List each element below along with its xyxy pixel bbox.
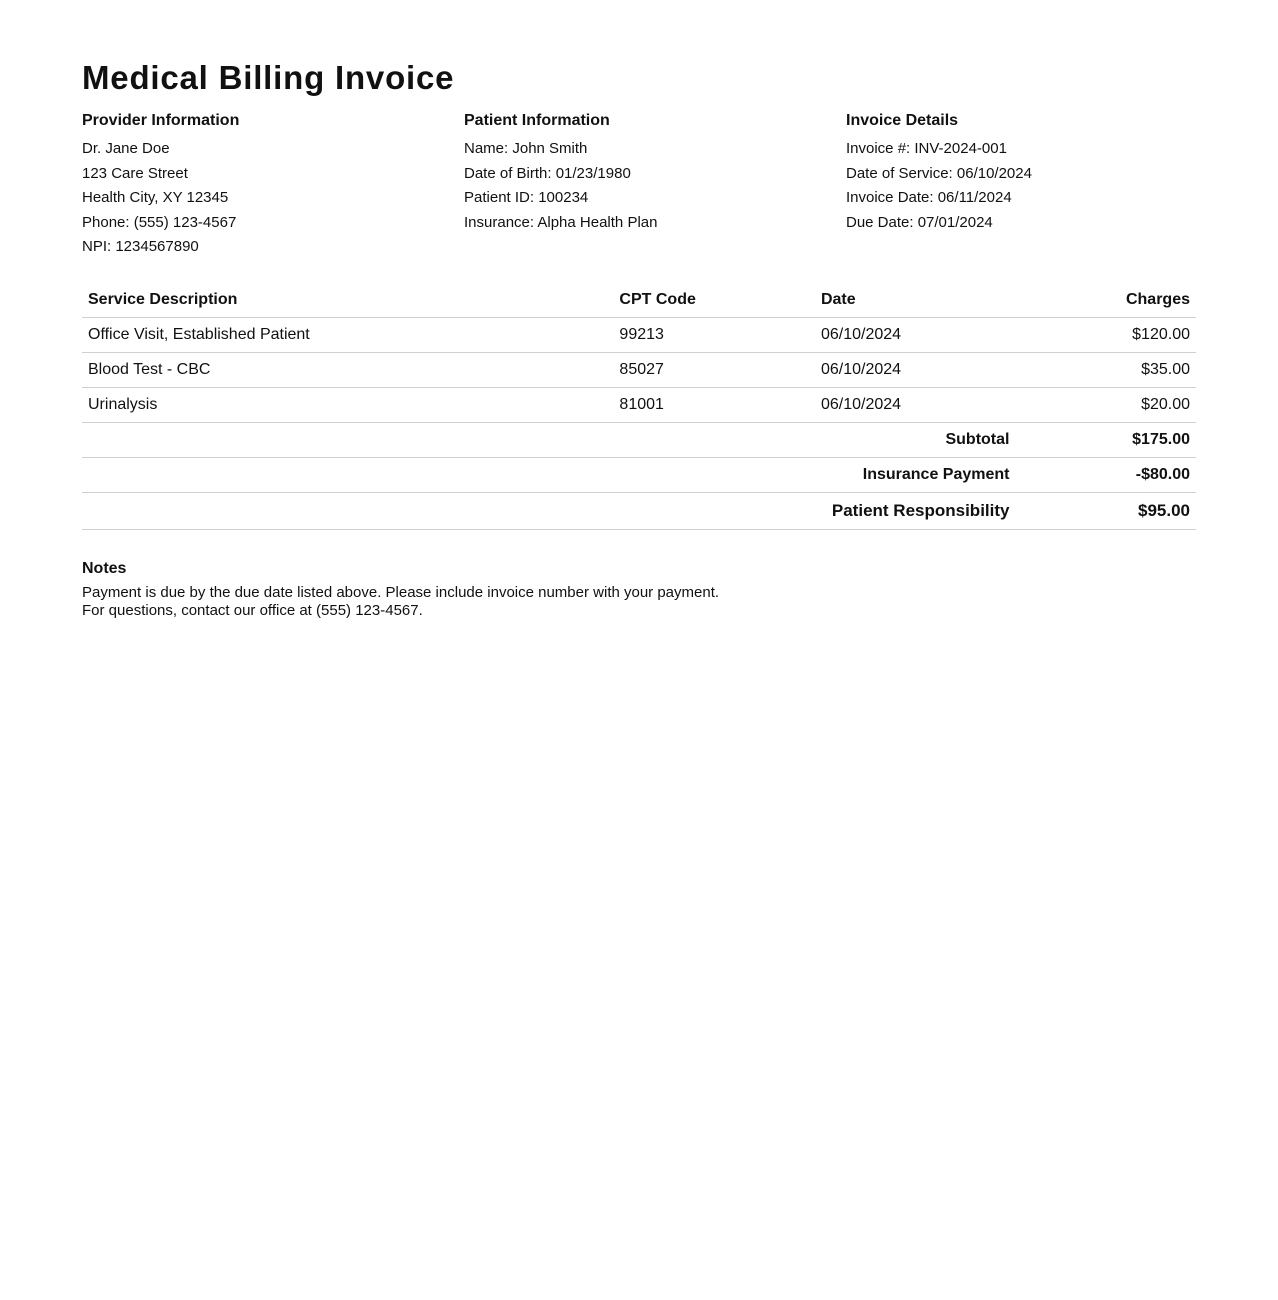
patient-id: Patient ID: 100234 <box>464 189 589 206</box>
due-date: Due Date: 07/01/2024 <box>846 213 993 231</box>
row-description: Blood Test - CBC <box>82 353 613 388</box>
invoice-date: Invoice Date: 06/11/2024 <box>846 189 1012 206</box>
info-section <box>82 110 1196 260</box>
row-description: Office Visit, Established Patient <box>82 318 613 353</box>
row-charges: $20.00 <box>1015 388 1196 423</box>
provider-name: Dr. Jane Doe <box>82 140 170 157</box>
table-row <box>82 388 1196 423</box>
provider-npi: NPI: 1234567890 <box>82 238 199 255</box>
notes-line-contact: For questions, contact our office at (555) 123-4567. <box>82 602 423 619</box>
subtotal-row <box>82 423 1196 458</box>
services-table <box>82 282 1196 530</box>
provider-street: 123 Care Street <box>82 164 188 182</box>
provider-info <box>82 110 442 260</box>
row-date: 06/10/2024 <box>815 353 1016 388</box>
patient-dob: Date of Birth: 01/23/1980 <box>464 164 631 182</box>
header-charges: Charges <box>1015 282 1196 318</box>
insurance-payment-row <box>82 458 1196 493</box>
header-service-description: Service Description <box>82 282 613 318</box>
subtotal-label: Subtotal <box>82 423 1015 458</box>
provider-city: Health City, XY 12345 <box>82 189 229 206</box>
notes-line-payment: Payment is due by the due date listed above. Please include invoice number with your payment. <box>82 584 720 601</box>
row-cpt: 81001 <box>613 388 815 423</box>
invoice-heading: Invoice Details <box>846 112 959 129</box>
row-date: 06/10/2024 <box>815 318 1016 353</box>
patient-responsibility-value: $95.00 <box>1015 493 1196 530</box>
table-row <box>82 353 1196 388</box>
row-cpt: 85027 <box>613 353 815 388</box>
notes-heading: Notes <box>82 560 127 577</box>
row-date: 06/10/2024 <box>815 388 1016 423</box>
subtotal-value: $175.00 <box>1015 423 1196 458</box>
date-of-service: Date of Service: 06/10/2024 <box>846 164 1032 182</box>
table-header-row <box>82 282 1196 318</box>
provider-heading: Provider Information <box>82 112 240 129</box>
row-charges: $120.00 <box>1015 318 1196 353</box>
patient-name: Name: John Smith <box>464 140 588 157</box>
invoice-details <box>846 110 1206 235</box>
header-cpt-code: CPT Code <box>613 282 815 318</box>
provider-phone: Phone: (555) 123-4567 <box>82 213 237 231</box>
patient-responsibility-row <box>82 493 1196 530</box>
patient-insurance: Insurance: Alpha Health Plan <box>464 213 658 231</box>
table-row <box>82 318 1196 353</box>
page-title: Medical Billing Invoice <box>82 59 455 96</box>
header-date: Date <box>815 282 1016 318</box>
insurance-payment-label: Insurance Payment <box>82 458 1015 493</box>
patient-responsibility-label: Patient Responsibility <box>82 493 1015 530</box>
invoice-number: Invoice #: INV-2024-001 <box>846 140 1007 157</box>
insurance-payment-value: -$80.00 <box>1015 458 1196 493</box>
row-cpt: 99213 <box>613 318 815 353</box>
patient-heading: Patient Information <box>464 112 610 129</box>
row-charges: $35.00 <box>1015 353 1196 388</box>
notes-section <box>82 559 1196 620</box>
row-description: Urinalysis <box>82 388 613 423</box>
patient-info <box>464 110 824 235</box>
